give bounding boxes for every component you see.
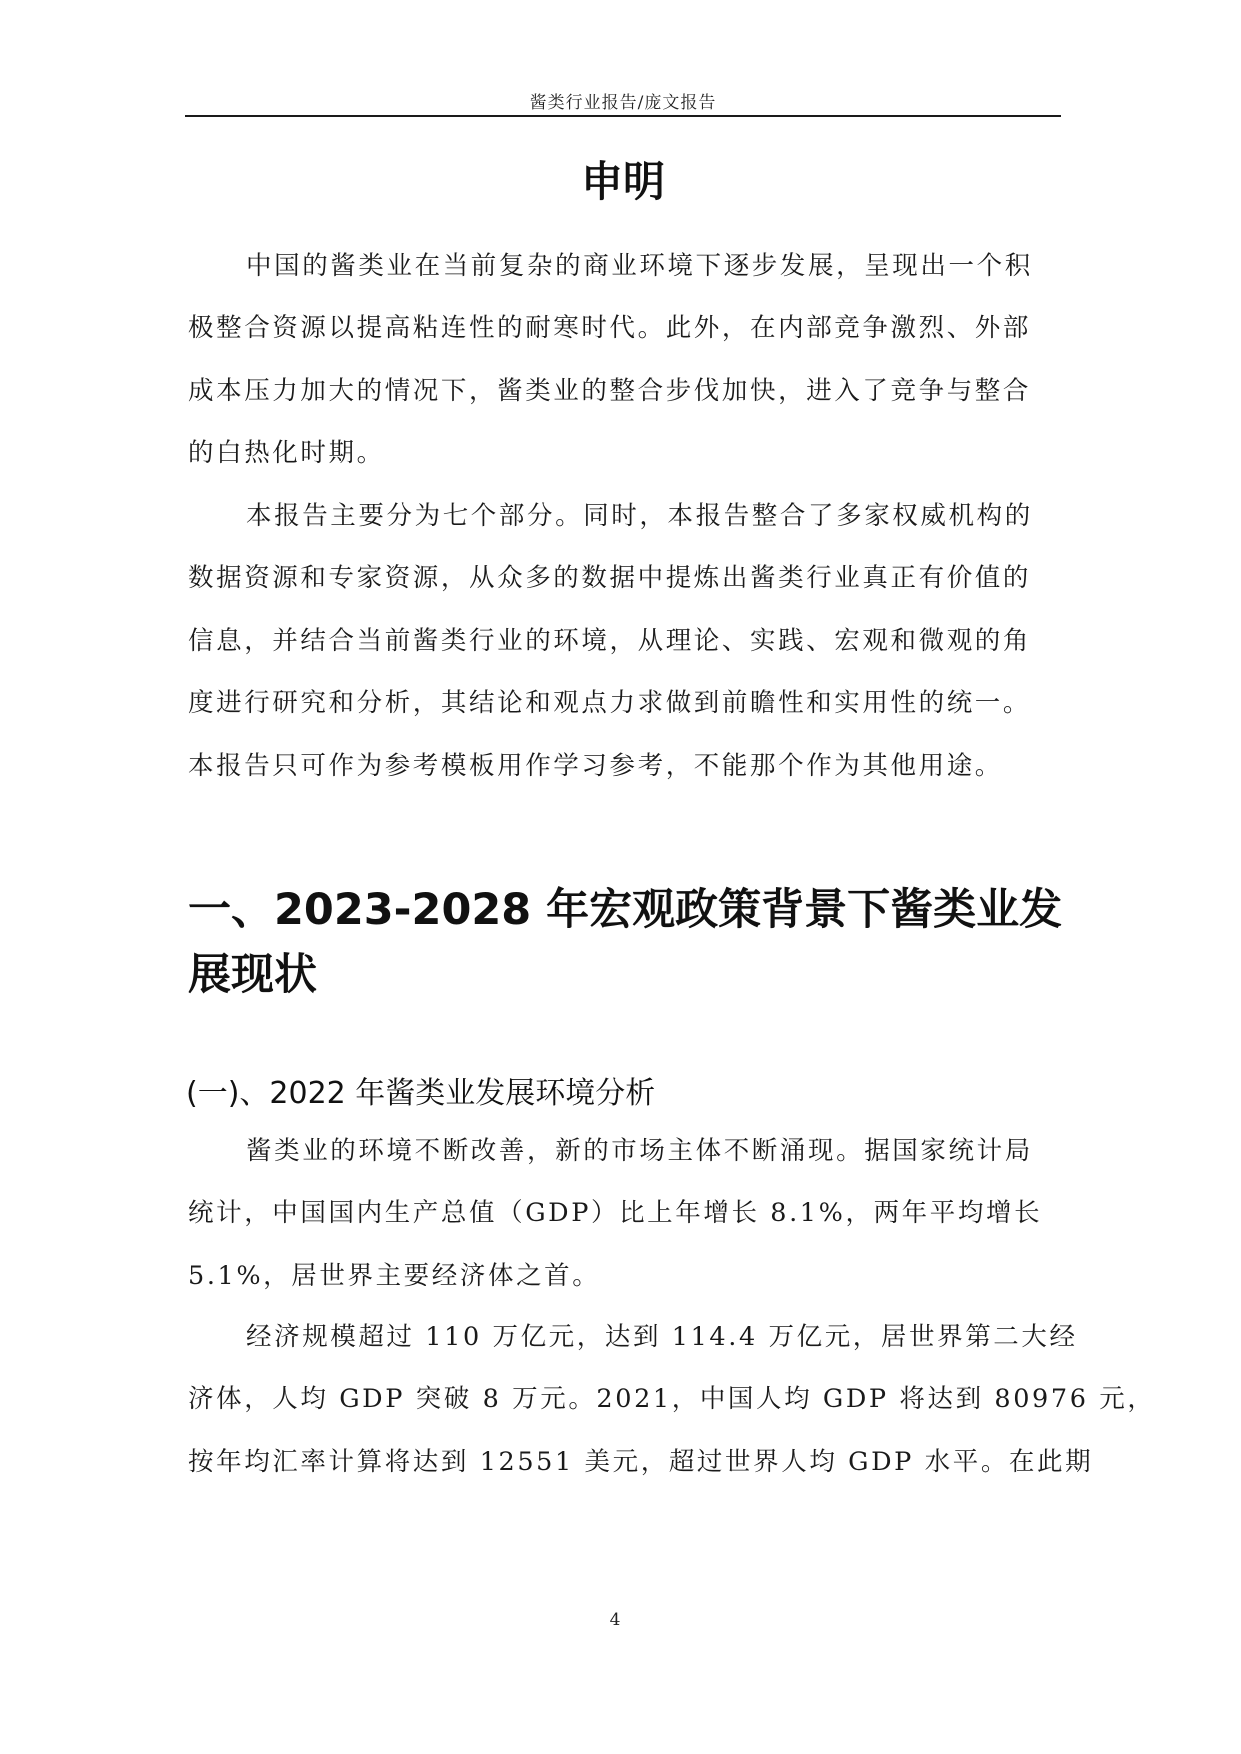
text-line: 数据资源和专家资源，从众多的数据中提炼出酱类行业真正有价值的 (188, 563, 1032, 594)
subsection-heading: (一)、2022 年酱类业发展环境分析 (186, 1076, 656, 1111)
text-line: 极整合资源以提高粘连性的耐寒时代。此外，在内部竞争激烈、外部 (188, 313, 1032, 344)
subsection-paragraph-1 (188, 1120, 1058, 1307)
text-line: 济体，人均 GDP 突破 8 万元。2021，中国人均 GDP 将达到 80976 元， (188, 1384, 1156, 1415)
declaration-paragraph-1 (188, 235, 1058, 485)
text-line: 本报告只可作为参考模板用作学习参考，不能那个作为其他用途。 (188, 750, 1003, 781)
text-line: 成本压力加大的情况下，酱类业的整合步伐加快，进入了竞争与整合 (188, 375, 1032, 406)
text-line: 酱类业的环境不断改善，新的市场主体不断涌现。据国家统计局 (246, 1136, 1033, 1166)
section-heading (188, 878, 1068, 1008)
text-line: 中国的酱类业在当前复杂的商业环境下逐步发展，呈现出一个积 (246, 251, 1033, 281)
page-title: 申明 (580, 157, 665, 206)
text-line: 度进行研究和分析，其结论和观点力求做到前瞻性和实用性的统一。 (188, 688, 1032, 719)
text-line: 统计，中国国内生产总值（GDP）比上年增长 8.1%，两年平均增长 (188, 1198, 1043, 1229)
text-line: 信息，并结合当前酱类行业的环境，从理论、实践、宏观和微观的角 (188, 625, 1032, 656)
text-line: 本报告主要分为七个部分。同时，本报告整合了多家权威机构的 (246, 501, 1033, 531)
text-line: 按年均汇率计算将达到 12551 美元，超过世界人均 GDP 水平。在此期 (188, 1446, 1094, 1477)
header-divider (185, 115, 1061, 117)
text-line: 的白热化时期。 (188, 438, 385, 469)
page-number: 4 (609, 1610, 621, 1630)
subsection-paragraph-2 (188, 1306, 1156, 1493)
heading-line: 展现状 (188, 950, 317, 1000)
declaration-paragraph-2 (188, 485, 1058, 797)
text-line: 经济规模超过 110 万亿元，达到 114.4 万亿元，居世界第二大经 (246, 1322, 1078, 1352)
text-line: 5.1%，居世界主要经济体之首。 (188, 1260, 601, 1291)
heading-line: 一、2023-2028 年宏观政策背景下酱类业发 (188, 885, 1063, 935)
running-header: 酱类行业报告/庞文报告 (529, 93, 717, 113)
